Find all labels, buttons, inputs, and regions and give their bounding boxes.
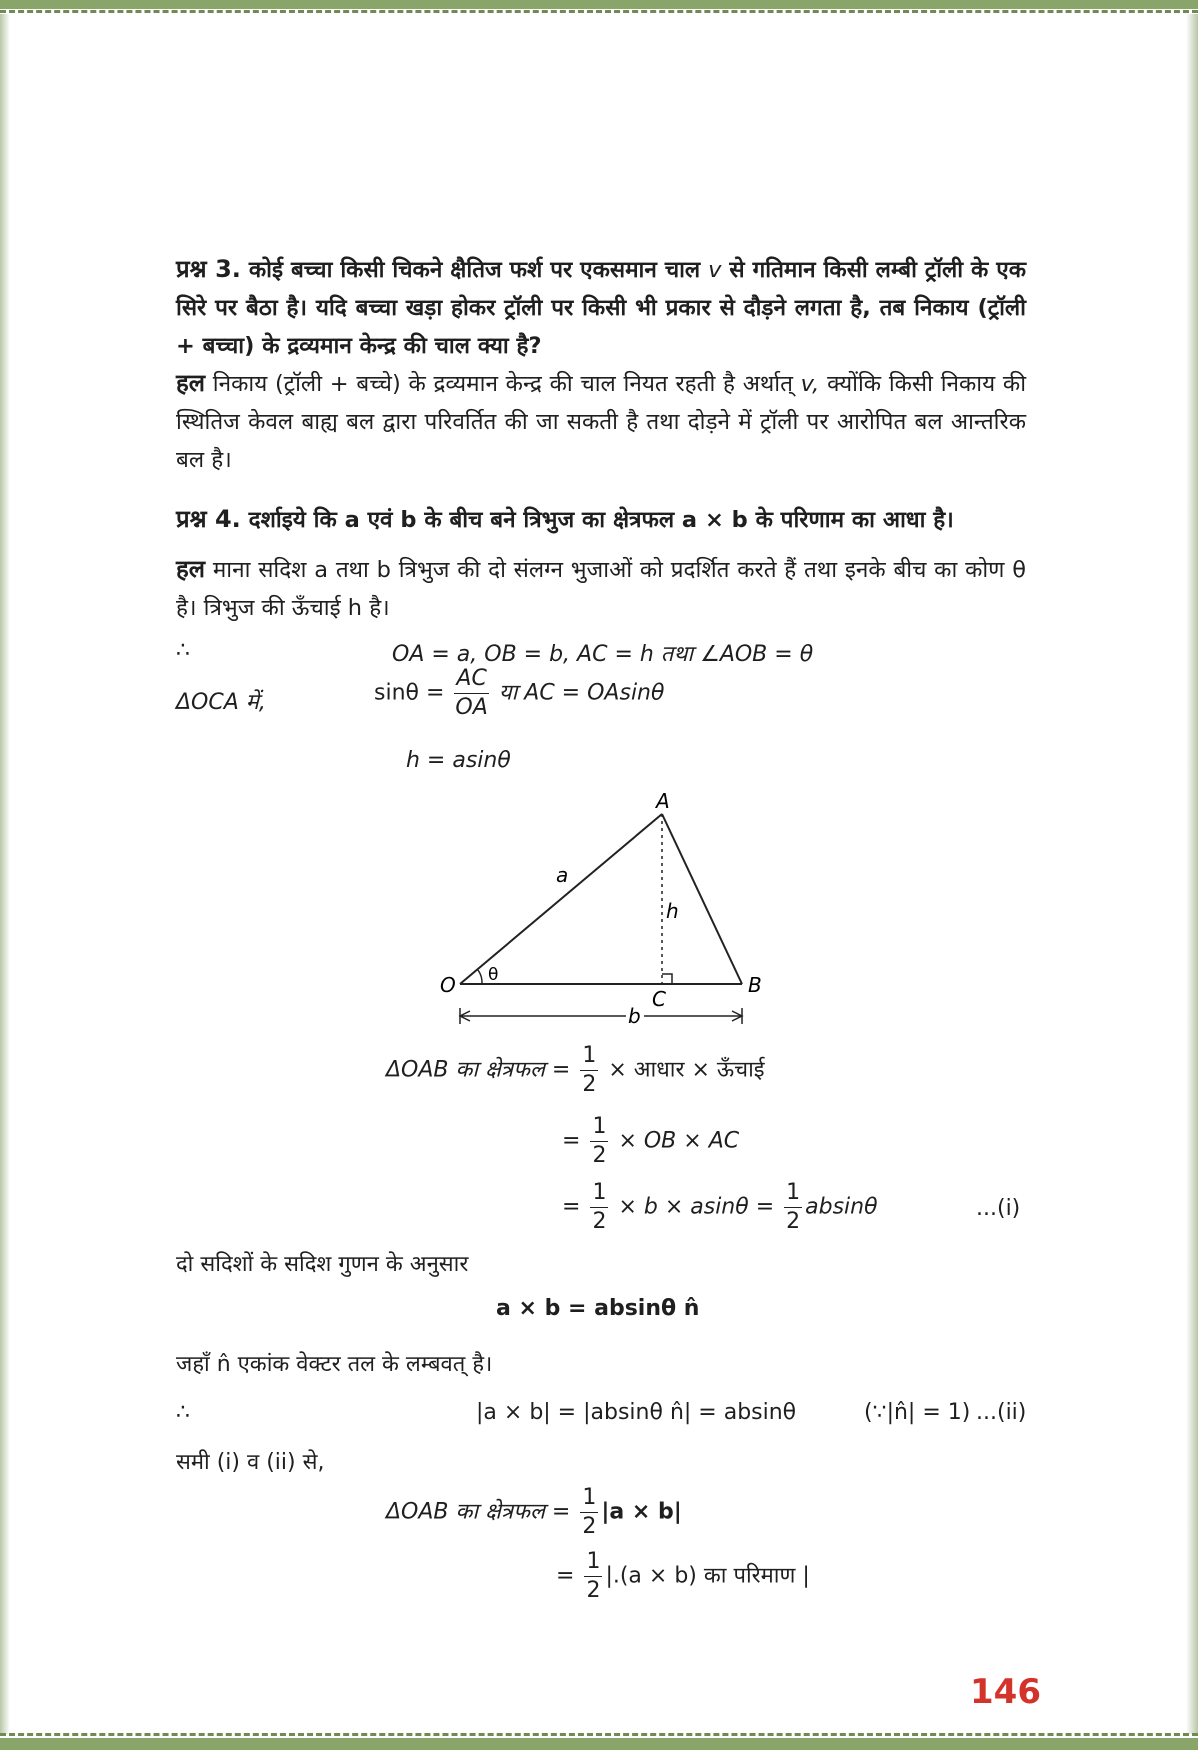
area-step-3: [562, 1179, 878, 1236]
frac-den: 2: [592, 1209, 607, 1234]
solution-4-text: माना सदिश a तथा b त्रिभुज की दो संलग्न भुजाओं को प्रदर्शित करते हैं तथा इनके बीच का कोण θ है। त्रिभुज की ऊँचाई h है।: [176, 557, 1026, 621]
half-fraction-1: [580, 1042, 598, 1099]
bottom-border: [0, 1738, 1198, 1750]
frac-num: 1: [580, 1042, 598, 1071]
right-angle-mark: [662, 974, 672, 984]
half-fraction-6: [584, 1548, 602, 1605]
side-a-label: a: [556, 863, 569, 887]
sine-rhs: या AC = OAsinθ: [498, 680, 665, 706]
side-a-line: [460, 814, 662, 984]
vertex-a-label: A: [656, 789, 670, 813]
frac-num: 1: [590, 1179, 608, 1208]
left-border-shadow: [0, 14, 10, 1734]
final-step-1: [386, 1484, 682, 1541]
sine-lhs: sinθ =: [374, 680, 445, 706]
vertex-o-label: O: [440, 973, 456, 997]
cross-product-definition: a × b = absinθ n̂: [496, 1296, 700, 1321]
modulus-line: |a × b| = |absinθ n̂| = absinθ: [476, 1400, 797, 1425]
equation-ref-1: ...(i): [976, 1196, 1021, 1221]
frac-den: 2: [586, 1578, 601, 1603]
area-step-2: [562, 1113, 739, 1170]
therefore-symbol-2: ∴: [176, 1400, 190, 1425]
vertex-c-label: C: [652, 987, 666, 1011]
question-3-text-b: से गतिमान किसी लम्बी ट्रॉली के एक सिरे पर बैठा है। यदि बच्चा खड़ा होकर ट्रॉली पर किसी भी प्रकार से दौड़ने लगता है, तब निकाय (ट्रॉली + बच्चा) के द्रव्यमान केन्द्र की चाल क्या है?: [176, 257, 1026, 359]
half-fraction-5: [580, 1484, 598, 1541]
equals-sign: =: [562, 1194, 581, 1220]
final-step-2: [556, 1548, 810, 1605]
area-lhs: ΔOAB का क्षेत्रफल =: [386, 1057, 571, 1083]
in-triangle-oca: ΔOCA में,: [176, 690, 266, 715]
question-3-text-a: कोई बच्चा किसी चिकने क्षैतिज फर्श पर एकसमान चाल: [248, 257, 701, 283]
question-3-v: v: [708, 257, 722, 283]
solution-3-text-a: निकाय (ट्रॉली + बच्चे) के द्रव्यमान केन्द्र की चाल नियत रहती है अर्थात्: [212, 371, 793, 397]
final-lhs: ΔOAB का क्षेत्रफल =: [386, 1499, 571, 1525]
equals-sign: =: [556, 1563, 575, 1589]
sine-denominator: OA: [455, 695, 488, 720]
frac-num: 1: [584, 1548, 602, 1577]
half-fraction-4: [784, 1179, 802, 1236]
triangle-diagram: [430, 780, 770, 1030]
area-rhs-1: × आधार × ऊँचाई: [608, 1057, 765, 1083]
height-h-label: h: [666, 899, 679, 923]
frac-den: 2: [592, 1143, 607, 1168]
unit-vector-note: जहाँ n̂ एकांक वेक्टर तल के लम्बवत् है।: [176, 1352, 493, 1377]
half-fraction-2: [590, 1113, 608, 1170]
frac-den: 2: [786, 1209, 801, 1234]
sine-fraction: [454, 665, 488, 722]
theta-label: θ: [488, 965, 499, 985]
modulus-note: (∵|n̂| = 1): [864, 1400, 971, 1425]
side-b-label: b: [628, 1004, 641, 1028]
area-rhs-3a: × b × asinθ =: [618, 1194, 775, 1220]
cross-product-intro: दो सदिशों के सदिश गुणन के अनुसार: [176, 1252, 469, 1277]
solution-4: [176, 550, 1026, 627]
equation-ref-2: ...(ii): [976, 1400, 1027, 1425]
therefore-symbol-1: ∴: [176, 638, 190, 663]
final-rhs-2: |.(a × b) का परिमाण |: [605, 1563, 810, 1589]
theta-arc: [478, 970, 482, 984]
sine-equation: [374, 665, 664, 722]
solution-3: [176, 364, 1026, 479]
height-equation: h = asinθ: [406, 748, 511, 773]
sine-numerator: AC: [454, 665, 488, 694]
question-3-label: प्रश्न 3.: [176, 255, 241, 283]
from-equations-line: समी (i) व (ii) से,: [176, 1450, 325, 1475]
top-border: [0, 0, 1198, 9]
definition-line: OA = a, OB = b, AC = h तथा ∠AOB = θ: [392, 642, 814, 667]
solution-4-label: हल: [176, 555, 206, 583]
top-dashed-line: [0, 10, 1198, 13]
page-number: 146: [970, 1672, 1041, 1712]
frac-den: 2: [582, 1072, 597, 1097]
frac-den: 2: [582, 1514, 597, 1539]
final-rhs-1: |a × b|: [601, 1499, 682, 1525]
vertex-b-label: B: [748, 973, 762, 997]
frac-num: 1: [580, 1484, 598, 1513]
frac-num: 1: [590, 1113, 608, 1142]
area-rhs-3b: absinθ: [805, 1194, 878, 1220]
area-step-1: [386, 1042, 765, 1099]
question-4: [176, 500, 1026, 539]
question-4-label: प्रश्न 4.: [176, 505, 241, 533]
question-4-text: दर्शाइये कि a एवं b के बीच बने त्रिभुज का क्षेत्रफल a × b के परिणाम का आधा है।: [248, 507, 954, 533]
solution-3-text-b: क्योंकि किसी निकाय की स्थितिज केवल बाह्य बल द्वारा परिवर्तित की जा सकती है तथा दोड़ने में ट्रॉली पर आरोपित बल आन्तरिक बल है।: [176, 371, 1027, 473]
half-fraction-3: [590, 1179, 608, 1236]
solution-3-v: v,: [800, 371, 820, 397]
bottom-dashed-line: [0, 1733, 1198, 1736]
equals-sign: =: [562, 1128, 581, 1154]
question-3: [176, 250, 1026, 365]
frac-num: 1: [784, 1179, 802, 1208]
area-rhs-2: × OB × AC: [618, 1128, 740, 1154]
solution-3-label: हल: [176, 369, 206, 397]
right-border-shadow: [1186, 14, 1198, 1734]
